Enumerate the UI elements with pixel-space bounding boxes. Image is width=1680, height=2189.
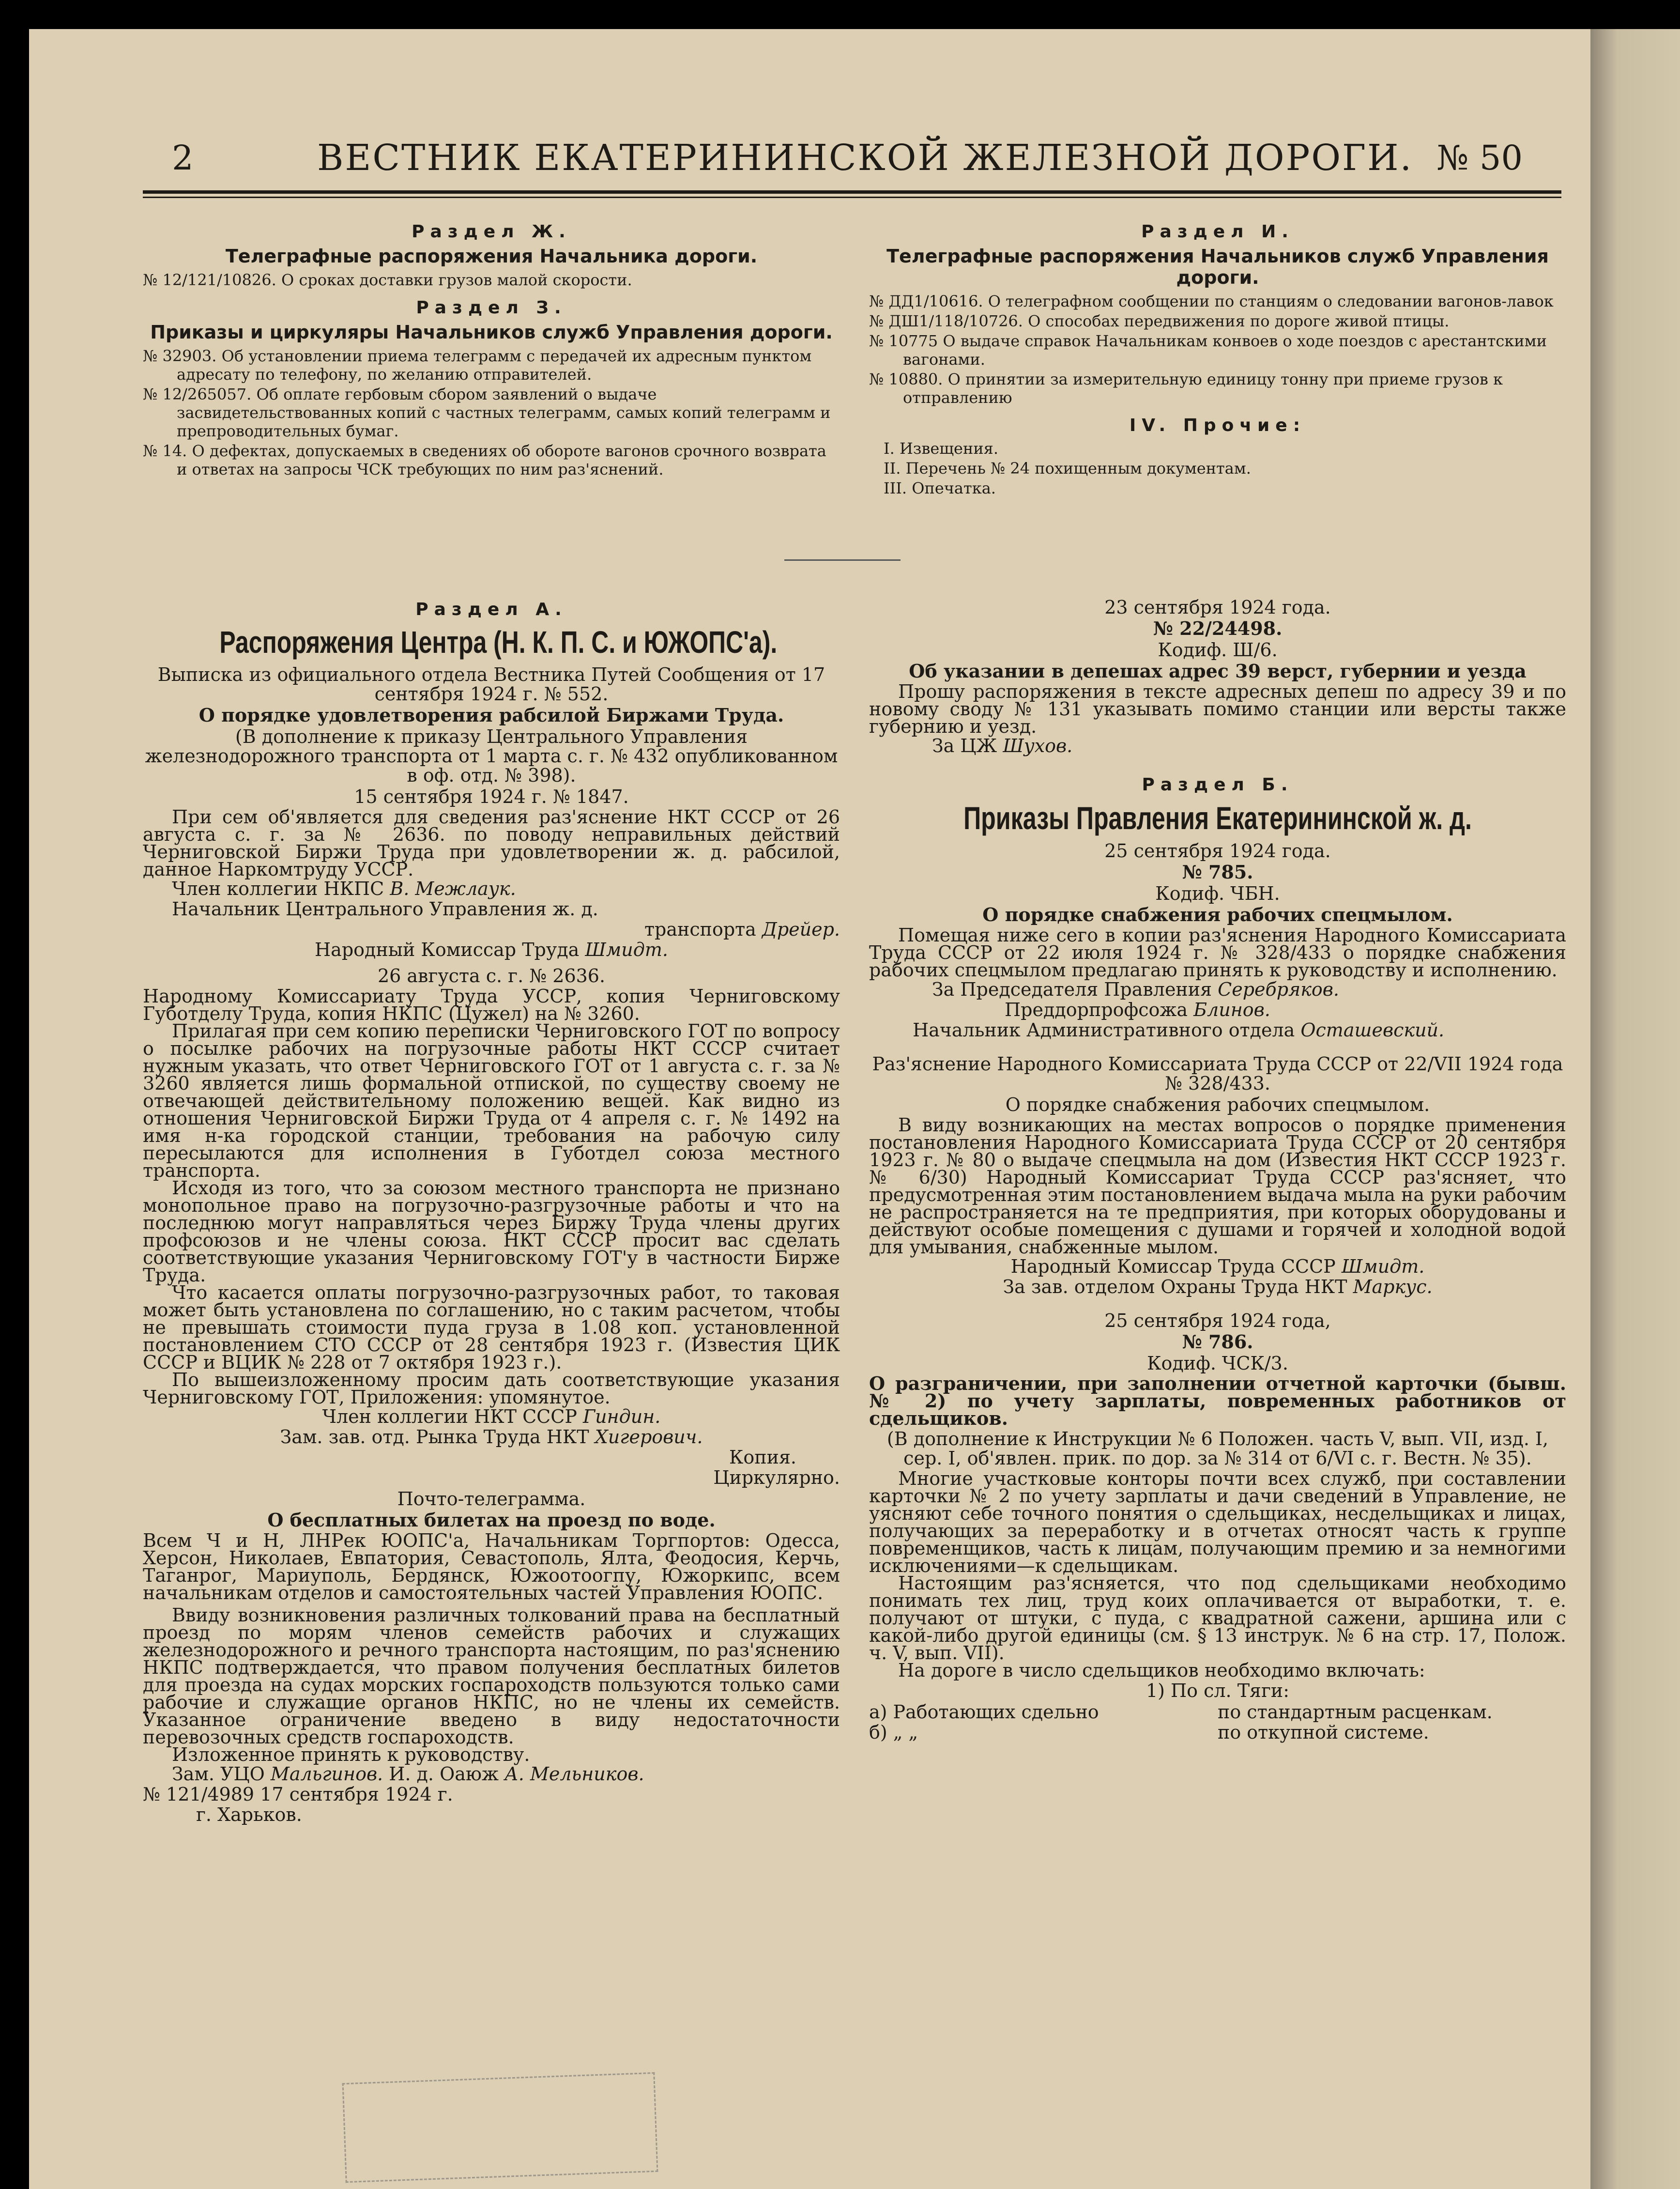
- clarification-heading: О порядке снабжения рабочих спецмылом.: [1005, 1094, 1430, 1115]
- paragraph: Что касается оплаты погрузочно-разгрузочных работ, то таковая может быть установлена по соглашению, но с таким расчетом, чтобы не превышать стоимости пуда груза в 1.08 коп. установленной постановлением СТО СССР от 28 сентября 1923 г. (Известия ЦИК СССР и ВЦИК № 228 от 7 октября 1923 г.).: [143, 1282, 840, 1373]
- section-b-label: Раздел Б.: [1142, 775, 1294, 795]
- list-item: а) Работающих сдельно по стандартным расценкам.: [869, 1701, 1493, 1723]
- section-a-label: Раздел А.: [415, 600, 567, 619]
- paragraph: Прилагая при сем копию переписки Черниговского ГОТ по вопросу о посылке рабочих на погрузочные работы НКТ СССР считает нужным указать, что ответ Черниговского ГОТ от 1 августа с. г. за № 3260 является лишь формальной отпиской, по существу своему не отвечающей действительному положению вещей. Как видно из отношения Черниговской Биржи Труда от 4 апреля с. г. № 1492 на имя н-ка городской станции, требования на рабочую силу пересылаются для исполнения в Губотдел союза местного транспорта.: [143, 1020, 840, 1181]
- page-number: 2: [172, 138, 194, 178]
- order-number: № 22/24498.: [1153, 617, 1283, 639]
- signature: Зам. УЦО Мальгинов. И. д. Оаюж А. Мельников.: [172, 1763, 644, 1785]
- signature: За Председателя Правления Серебряков.: [932, 979, 1339, 1000]
- signature: Народный Комиссар Труда Шмидт.: [315, 939, 668, 960]
- letter-date: 26 августа с. г. № 2636.: [377, 965, 606, 987]
- order-date: 15 сентября 1924 г. № 1847.: [354, 786, 629, 807]
- section-a-title: Распоряжения Центра (Н. К. П. С. и ЮЖОПС'а).: [219, 625, 778, 660]
- header-rule: [143, 190, 1561, 194]
- order-date: 23 сентября 1924 года.: [1104, 597, 1331, 618]
- telegram-heading: О бесплатных билетах на проезд по воде.: [267, 1509, 716, 1531]
- left-contents: [143, 213, 840, 480]
- left-column: [143, 591, 840, 1825]
- subheading: 1) По сл. Тяги:: [1145, 1680, 1290, 1701]
- section-zh-title: Телеграфные распоряжения Начальника дороги.: [225, 246, 758, 267]
- signature: Народный Комиссар Труда СССР Шмидт.: [1010, 1256, 1425, 1277]
- addressee: Всем Ч и Н, ЛНРек ЮОПС'а, Начальникам Торгпортов: Одесса, Херсон, Николаев, Евпатория, Севастополь, Ялта, Феодосия, Керчь, Таганрог, Мариуполь, Бердянск, Южоотоогпу, Южоркипс, всем начальникам отделов и самостоятельных частей Управления ЮОПС.: [143, 1530, 840, 1603]
- paragraph: При сем об'является для сведения раз'яснение НКТ СССР от 26 августа с. г. за № 2636. по поводу неправильных действий Черниговской Биржи Труда при удовлетворении ж. д. рабсилой, данное Наркомтруду УССР.: [143, 806, 840, 880]
- list-item: № 12/265057. Об оплате гербовым сбором заявлений о выдаче засвидетельствованных копий с частных телеграмм, самых копий телеграмм и препроводительных бумаг.: [143, 385, 831, 440]
- order-codification: Кодиф. ЧБН.: [1155, 883, 1280, 904]
- order-date: 25 сентября 1924 года.: [1104, 840, 1331, 862]
- paragraph: Ввиду возникновения различных толкований права на бесплатный проезд по морям членов семейств рабочих и служащих железнодорожного и речного транспорта настоящим, по раз'яснению НКПС подтверждается, что правом получения бесплатных билетов для проезда на судах морских госпароходств пользуются только сами рабочие и служащие органов НКПС, но не члены их семейств. Указанное ограничение введено в виду недостаточности перевозочных средств госпароходств.: [143, 1604, 840, 1748]
- list-item: № 12/121/10826. О сроках доставки грузов малой скорости.: [143, 271, 632, 289]
- right-column: [869, 596, 1566, 1743]
- header-rule-thin: [143, 197, 1561, 198]
- paragraph: Помещая ниже сего в копии раз'яснения Народного Комиссариата Труда СССР от 22 июля 1924 г. № 328/433 о порядке снабжения рабочих спецмылом предлагаю принять к руководству и исполнению.: [869, 925, 1566, 981]
- order-heading: Об указании в депешах адрес 39 верст, губернии и уезда: [909, 660, 1527, 682]
- list-item: I. Извещения.: [884, 439, 998, 458]
- page-edge: [1590, 29, 1680, 2189]
- paragraph: Исходя из того, что за союзом местного транспорта не признано монопольное право на погрузочно-разгрузочные работы и что на последнюю могут направляться через Биржу Труда члены других профсоюзов и не члены союза. НКТ СССР просит вас сделать соответствующие указания Черниговскому ГОТ'у в частности Бирже Труда.: [143, 1177, 840, 1286]
- city: г. Харьков.: [196, 1804, 302, 1825]
- signature: Член коллегии НКПС В. Межлаук.: [172, 878, 516, 899]
- paragraph: Настоящим раз'ясняется, что под сдельщиками необходимо понимать тех лиц, труд коих оплачивается от выработки, т. е. получают от штуки, с пуда, с квадратной сажени, аршина или с какой-либо другой единицы (см. § 13 инструк. № 6 на стр. 17, Полож. ч. V, вып. VII).: [869, 1572, 1566, 1664]
- paragraph: Многие участковые конторы почти всех служб, при составлении карточки № 2 по учету зарплаты и дачи сведений в Управление, не уясняют себе точного понятия о сдельщиках, несдельщиках и лицах, получающих за переработку и в отчетах относят часть к группе повременщиков, часть к лицам, получающим премию и за немногими исключениями—к сдельщикам.: [869, 1468, 1566, 1576]
- section-zh-label: Раздел Ж.: [412, 222, 571, 242]
- order-note: (В дополнение к Инструкции № 6 Положен. часть V, вып. VII, изд. I, сер. I, об'явлен. прик. по дор. за № 314 от 6/VI с. г. Вестн. № 35).: [886, 1428, 1549, 1469]
- order-heading: О порядке снабжения рабочих спецмылом.: [982, 904, 1453, 925]
- signature: транспорта Дрейер.: [644, 919, 840, 940]
- signature: Член коллегии НКТ СССР Гиндин.: [322, 1406, 661, 1427]
- list-item: № 10775 О выдаче справок Начальникам конвоев о ходе поездов с арестантскими вагонами.: [869, 332, 1547, 369]
- signature: За зав. отделом Охраны Труда НКТ Маркус.: [1003, 1276, 1433, 1297]
- issue-number: № 50: [1436, 138, 1523, 178]
- list-item: № ДШ1/118/10726. О способах передвижения по дороге живой птицы.: [869, 312, 1450, 330]
- order-codification: Кодиф. ЧСК/3.: [1147, 1353, 1288, 1374]
- library-stamp: [342, 2072, 658, 2183]
- order-date: 25 сентября 1924 года,: [1104, 1310, 1331, 1331]
- right-contents: [869, 213, 1566, 499]
- section-z-title: Приказы и циркуляры Начальников служб Управления дороги.: [150, 322, 833, 343]
- newspaper-page: [29, 29, 1612, 2189]
- signature: За ЦЖ Шухов.: [932, 735, 1073, 756]
- order-codification: Кодиф. Ш/6.: [1158, 639, 1278, 661]
- section-z-label: Раздел З.: [416, 298, 567, 318]
- order-number: № 785.: [1182, 861, 1253, 883]
- separator: [784, 559, 901, 561]
- page-header: [143, 133, 1561, 196]
- list-item: № 10880. О принятии за измерительную единицу тонну при приеме грузов к отправлению: [869, 370, 1503, 407]
- reference: № 121/4989 17 сентября 1924 г.: [143, 1784, 453, 1805]
- paragraph: Изложенное принять к руководству.: [172, 1744, 530, 1765]
- signature: Зам. зав. отд. Рынка Труда НКТ Хигерович.: [280, 1426, 703, 1448]
- list-item: № 14. О дефектах, допускаемых в сведениях об обороте вагонов срочного возврата и ответах на запросы ЧСК требующих по ним раз'яснений.: [143, 442, 826, 478]
- section-i-title: Телеграфные распоряжения Начальников служб Управления дороги.: [886, 246, 1549, 288]
- order-heading: О разграничении, при заполнении отчетной карточки (бывш. № 2) по учету зарплаты, повременных работников от сдельщиков.: [869, 1372, 1566, 1429]
- order-note: (В дополнение к приказу Центрального Управления железнодорожного транспорта от 1 марта с. г. № 432 опубликованном в оф. отд. № 398).: [145, 726, 838, 786]
- section-b-title: Приказы Правления Екатерининской ж. д.: [963, 800, 1472, 836]
- list-item: № ДД1/10616. О телеграфном сообщении по станциям о следовании вагонов-лавок: [869, 292, 1554, 310]
- telegram-label: Почто-телеграмма.: [397, 1488, 586, 1510]
- paragraph: В виду возникающих на местах вопросов о порядке применения постановления Народного Комиссариата Труда СССР от 20 сентября 1923 г. № 80 о выдаче спецмыла на дом (Известия НКТ СССР 1923 г. № 6/30) Народный Комиссариат Труда СССР раз'ясняет, что предусмотренная этим постановлением выдача мыла на руки рабочим не распространяется на те предприятия, при которых оборудованы и действуют особые помещения с душами и горячей и холодной водой для умывания, снабженные мылом.: [869, 1114, 1566, 1258]
- order-number: № 786.: [1182, 1331, 1253, 1353]
- list-item: б) „ „ по откупной системе.: [869, 1722, 1429, 1743]
- paragraph: По вышеизложенному просим дать соответствующие указания Черниговскому ГОТ, Приложения: упомянутое.: [143, 1369, 840, 1408]
- copy-mark: Копия.: [729, 1447, 796, 1468]
- list-item: III. Опечатка.: [884, 479, 996, 497]
- newspaper-title: ВЕСТНИК ЕКАТЕРИНИНСКОЙ ЖЕЛЕЗНОЙ ДОРОГИ.: [317, 137, 1413, 179]
- signature: Начальник Центрального Управления ж. д.: [172, 898, 598, 920]
- paragraph: На дороге в число сдельщиков необходимо включать:: [898, 1660, 1425, 1681]
- excerpt-source: Выписка из официального отдела Вестника Путей Сообщения от 17 сентября 1924 г. № 552.: [157, 664, 825, 705]
- list-item: II. Перечень № 24 похищенным документам.: [884, 459, 1251, 478]
- list-item: № 32903. Об установлении приема телеграмм с передачей их адресным пунктом адресату по телефону, по желанию отправителей.: [143, 347, 812, 384]
- clarification-title: Раз'яснение Народного Комиссариата Труда СССР от 22/VII 1924 года № 328/433.: [872, 1053, 1563, 1094]
- paragraph: Прошу распоряжения в тексте адресных депеш по адресу 39 и по новому своду № 131 указывать помимо станции или версты также губернию и уезд.: [869, 681, 1566, 737]
- circular-mark: Циркулярно.: [713, 1467, 840, 1488]
- order-heading: О порядке удовлетворения рабсилой Биржами Труда.: [199, 704, 784, 726]
- addressee: Народному Комиссариату Труда УССР, копия Черниговскому Губотделу Труда, копия НКПС (Цужел) на № 3260.: [143, 986, 840, 1024]
- signature: Начальник Административного отдела Осташевский.: [913, 1019, 1445, 1041]
- section-i-label: Раздел И.: [1141, 222, 1294, 242]
- signature: Преддорпрофсожа Блинов.: [1005, 999, 1270, 1020]
- section-iv-label: IV. Прочие:: [1129, 416, 1306, 435]
